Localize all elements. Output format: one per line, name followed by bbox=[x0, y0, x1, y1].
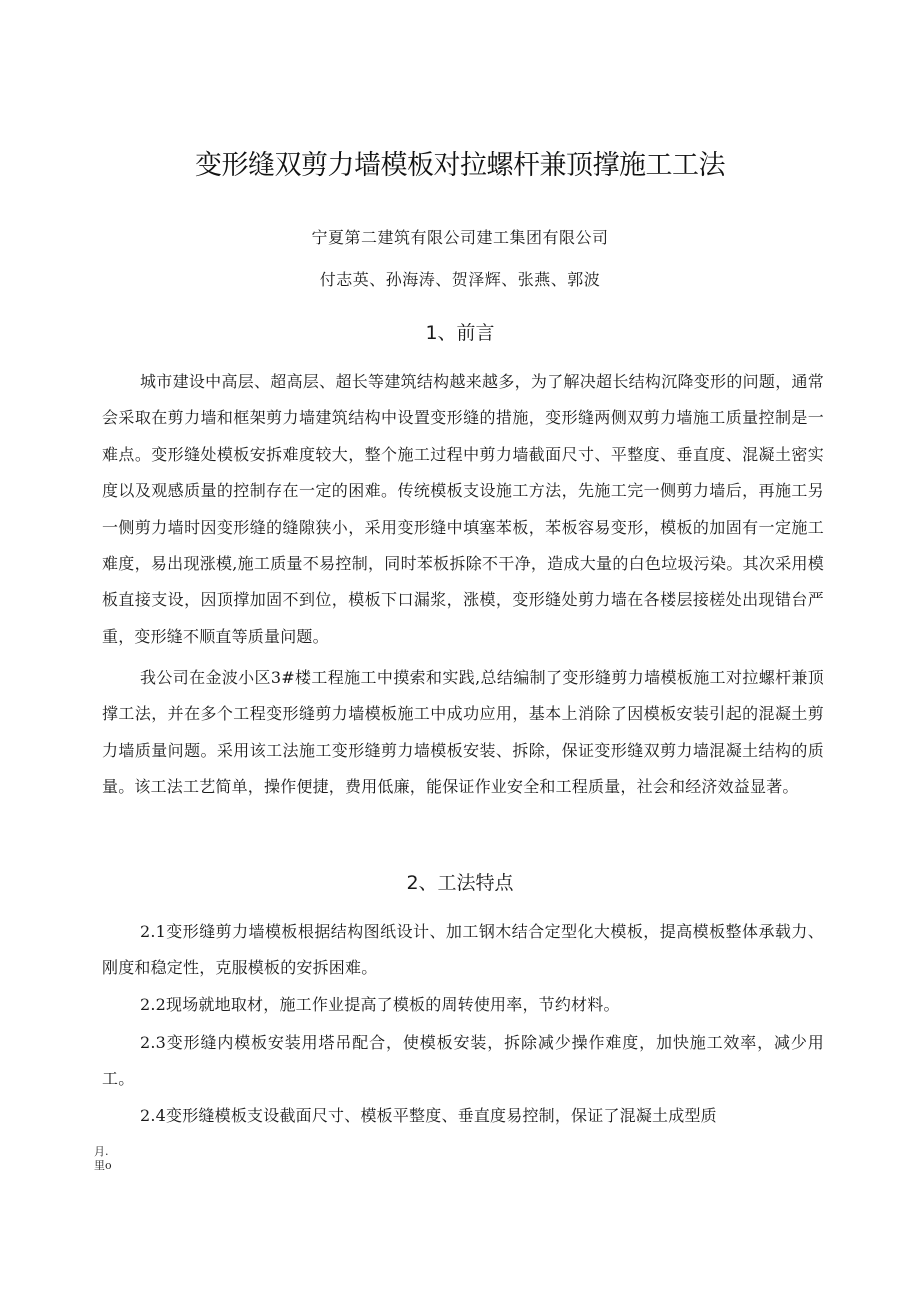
feature-item-2-2: 2.2现场就地取材，施工作业提高了模板的周转使用率，节约材料。 bbox=[140, 995, 620, 1014]
authors-line: 付志英、孙海涛、贺泽辉、张燕、郭波 bbox=[319, 270, 601, 289]
section-heading-preface: 1、前言 bbox=[425, 322, 495, 344]
organization-line: 宁夏第二建筑有限公司建工集团有限公司 bbox=[311, 228, 609, 247]
feature-item-2-1: 2.1变形缝剪力墙模板根据结构图纸设计、加工钢木结合定型化大模板，提高模板整体承载力、刚度和稳定性，克服模板的安拆困难。 bbox=[102, 922, 824, 978]
section-heading-features: 2、工法特点 bbox=[406, 872, 514, 894]
feature-item-2-4: 2.4变形缝模板支设截面尺寸、模板平整度、垂直度易控制，保证了混凝土成型质 bbox=[140, 1106, 717, 1125]
preface-paragraph-2: 我公司在金波小区3#楼工程施工中摸索和实践,总结编制了变形缝剪力墙模板施工对拉螺杆兼顶撑工法，并在多个工程变形缝剪力墙模板施工中成功应用，基本上消除了因模板安装引起的混凝土剪力墙质量问题。采用该工法施工变形缝剪力墙模板安装、拆除，保证变形缝双剪力墙混凝土结构的质量。该工法工艺简单，操作便捷，费用低廉，能保证作业安全和工程质量，社会和经济效益显著。 bbox=[102, 668, 824, 797]
footnote-line-2: 里o bbox=[94, 1159, 112, 1172]
preface-paragraph-1: 城市建设中高层、超高层、超长等建筑结构越来越多，为了解决超长结构沉降变形的问题，通常会采取在剪力墙和框架剪力墙建筑结构中设置变形缝的措施，变形缝两侧双剪力墙施工质量控制是一难点。变形缝处模板安拆难度较大，整个施工过程中剪力墙截面尺寸、平整度、垂直度、混凝土密实度以及观感质量的控制存在一定的困难。传统模板支设施工方法，先施工完一侧剪力墙后，再施工另一侧剪力墙时因变形缝的缝隙狭小，采用变形缝中填塞苯板，苯板容易变形，模板的加固有一定施工难度，易出现涨模,施工质量不易控制，同时苯板拆除不干净，造成大量的白色垃圾污染。其次采用模板直接支设，因顶撑加固不到位，模板下口漏浆，涨模，变形缝处剪力墙在各楼层接槎处出现错台严重，变形缝不顺直等质量问题。 bbox=[102, 372, 824, 646]
footnote-line-1: 月. bbox=[94, 1145, 109, 1158]
feature-item-2-3: 2.3变形缝内模板安装用塔吊配合，使模板安装，拆除减少操作难度，加快施工效率，减少用工。 bbox=[102, 1033, 824, 1089]
footnote-fragment bbox=[94, 1145, 112, 1173]
document-title: 变形缝双剪力墙模板对拉螺杆兼顶撑施工工法 bbox=[195, 150, 725, 181]
